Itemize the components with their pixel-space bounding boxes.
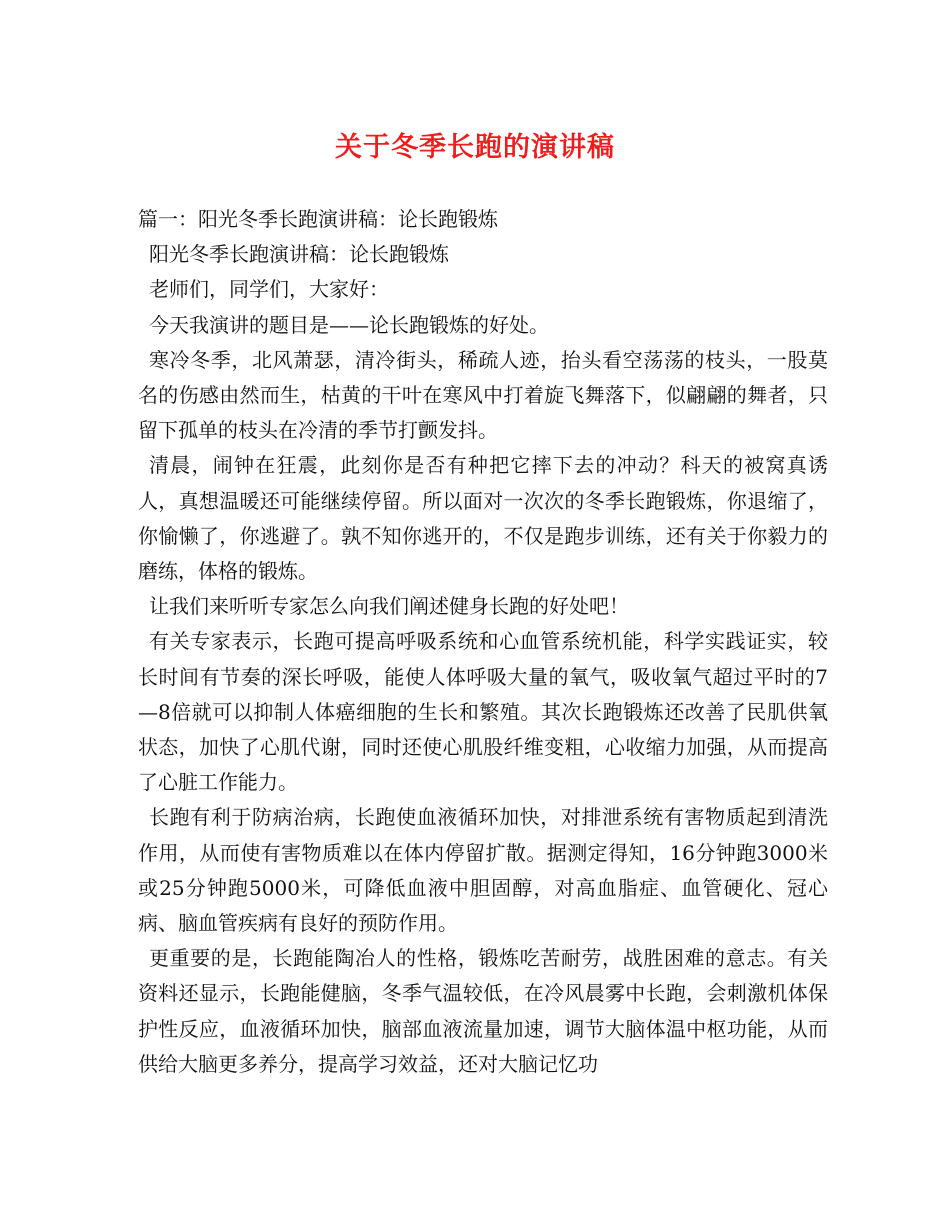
body-paragraph: 清晨，闹钟在狂震，此刻你是否有种把它摔下去的冲动？科天的被窝真诱人，真想温暖还可能继续停留。所以面对一次次的冬季长跑锻炼，你退缩了，你愉懒了，你逃避了。孰不知你逃开的，不仅是跑步训练，还有关于你毅力的磨练，体格的锻炼。	[138, 453, 828, 584]
document-body	[138, 202, 828, 1082]
topic-paragraph: 今天我演讲的题目是——论长跑锻炼的好处。	[149, 312, 549, 337]
speech-title: 阳光冬季长跑演讲稿：论长跑锻炼	[149, 242, 449, 267]
body-paragraph: 长跑有利于防病治病，长跑使血液循环加快，对排泄系统有害物质起到清洗作用，从而使有害物质难以在体内停留扩散。据测定得知，16分钟跑3000米或25分钟跑5000米，可降低血液中胆固醇，对高血脂症、血管硬化、冠心病、脑血管疾病有良好的预防作用。	[138, 805, 828, 936]
section-heading: 篇一：阳光冬季长跑演讲稿：论长跑锻炼	[138, 207, 498, 231]
body-paragraph: 让我们来听听专家怎么向我们阐述健身长跑的好处吧！	[149, 594, 629, 619]
greeting-paragraph: 老师们，同学们，大家好：	[149, 277, 389, 302]
body-paragraph: 更重要的是，长跑能陶冶人的性格，锻炼吃苦耐劳，战胜困难的意志。有关资料还显示，长跑能健脑，冬季气温较低，在冷风晨雾中长跑，会刺激机体保护性反应，血液循环加快，脑部血液流量加速，调节大脑体温中枢功能，从而供给大脑更多养分，提高学习效益，还对大脑记忆功	[138, 946, 828, 1076]
body-paragraph: 有关专家表示，长跑可提高呼吸系统和心血管系统机能，科学实践证实，较长时间有节奏的深长呼吸，能使人体呼吸大量的氧气，吸收氧气超过平时的7—8倍就可以抑制人体癌细胞的生长和繁殖。其次长跑锻炼还改善了民肌供氧状态，加快了心肌代谢，同时还使心肌股纤维变粗，心收缩力加强，从而提高了心脏工作能力。	[138, 629, 828, 795]
body-paragraph: 寒冷冬季，北风萧瑟，清冷街头，稀疏人迹，抬头看空荡荡的枝头，一股莫名的伤感由然而生，枯黄的干叶在寒风中打着旋飞舞落下，似翩翩的舞者，只留下孤单的枝头在冷清的季节打颤发抖。	[138, 347, 828, 443]
document-title: 关于冬季长跑的演讲稿	[335, 132, 615, 163]
